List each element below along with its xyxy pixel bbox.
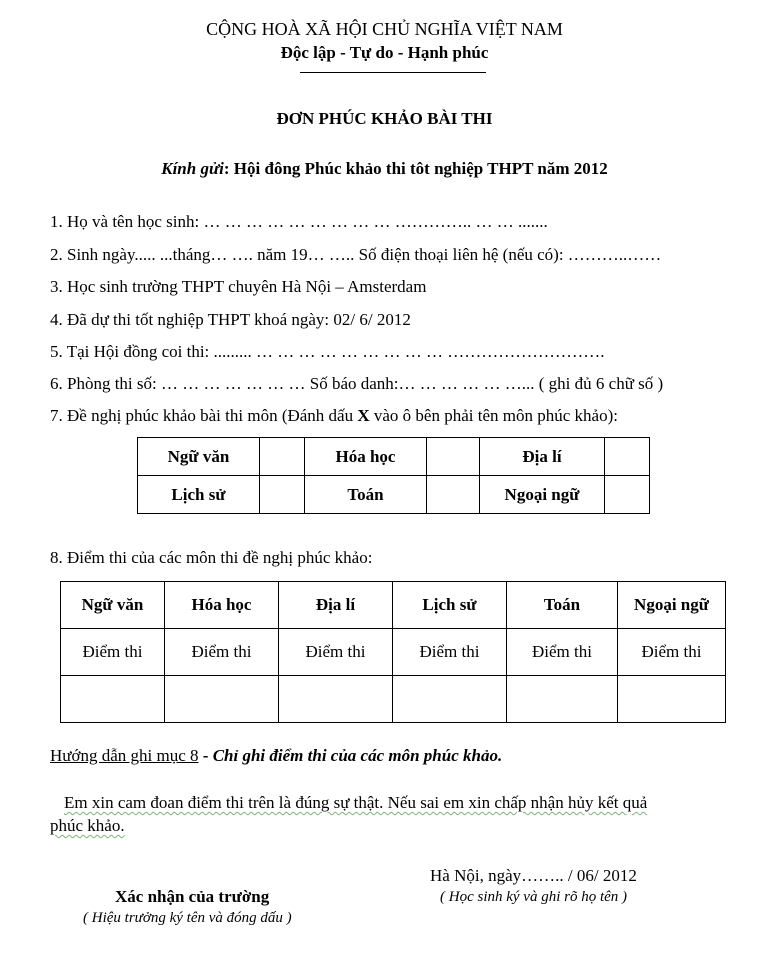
recipient-text: : Hội đông Phúc khảo thi tôt nghiệp THPT năm 2012 bbox=[223, 159, 608, 178]
score-header: Ngoại ngữ bbox=[618, 582, 726, 629]
form-title: ĐƠN PHÚC KHẢO BÀI THI bbox=[276, 109, 493, 128]
score-table bbox=[60, 581, 726, 723]
score-input-cell[interactable] bbox=[507, 676, 618, 723]
motto: Độc lập - Tự do - Hạnh phúc bbox=[280, 43, 489, 62]
school-confirmation: Xác nhận của trường bbox=[115, 887, 270, 906]
pledge-text-1: Em xin cam đoan điểm thi trên là đúng sự thật. Nếu sai em xin chấp nhận hủy kết quả bbox=[64, 793, 648, 812]
table-row bbox=[61, 582, 726, 629]
place-date[interactable]: Hà Nội, ngày…….. / 06/ 2012 bbox=[430, 866, 637, 885]
score-header: Địa lí bbox=[279, 582, 393, 629]
score-input-cell[interactable] bbox=[279, 676, 393, 723]
item7-suffix: vào ô bên phải tên môn phúc khảo): bbox=[369, 406, 618, 425]
field-birth-phone[interactable]: 2. Sinh ngày..... ...tháng… …. năm 19… ….. Số điện thoại liên hệ (nếu có): ………..…… bbox=[50, 245, 662, 264]
subject-label: Ngoại ngữ bbox=[480, 476, 605, 514]
subject-checkbox[interactable] bbox=[427, 476, 480, 514]
item8-heading: 8. Điểm thi của các môn thi đề nghị phúc khảo: bbox=[50, 548, 373, 567]
subject-checkbox[interactable] bbox=[427, 438, 480, 476]
item7-mark: X bbox=[357, 406, 370, 425]
subject-label: Lịch sử bbox=[138, 476, 260, 514]
pledge-line-2 bbox=[50, 816, 125, 836]
recipient-label: Kính gửi bbox=[161, 159, 224, 178]
subject-label: Toán bbox=[305, 476, 427, 514]
subject-label: Hóa học bbox=[305, 438, 427, 476]
score-subheader: Điểm thi bbox=[507, 629, 618, 676]
table-row bbox=[138, 438, 650, 476]
pledge-text-2: phúc khảo. bbox=[50, 816, 125, 835]
score-header: Hóa học bbox=[165, 582, 279, 629]
score-subheader: Điểm thi bbox=[165, 629, 279, 676]
field-exam-date: 4. Đã dự thi tốt nghiệp THPT khoá ngày: 02/ 6/ 2012 bbox=[50, 310, 411, 329]
field-full-name[interactable]: 1. Họ và tên học sinh: … … … … … … … … … ………….. … … ....... bbox=[50, 212, 548, 231]
subject-label: Địa lí bbox=[480, 438, 605, 476]
field-school: 3. Học sinh trường THPT chuyên Hà Nội – Amsterdam bbox=[50, 277, 427, 296]
guide-dash: - bbox=[198, 746, 213, 765]
score-subheader: Điểm thi bbox=[61, 629, 165, 676]
subject-label: Ngữ văn bbox=[138, 438, 260, 476]
score-subheader: Điểm thi bbox=[279, 629, 393, 676]
item7-prefix: 7. Đề nghị phúc khảo bài thi môn (Đánh dấu bbox=[50, 406, 358, 425]
subject-checkbox[interactable] bbox=[260, 476, 305, 514]
field-exam-council[interactable]: 5. Tại Hội đồng coi thi: ......... … … … … … … … … … ………………………. bbox=[50, 342, 605, 361]
nation-heading: CỘNG HOÀ XÃ HỘI CHỦ NGHĨA VIỆT NAM bbox=[206, 19, 563, 39]
score-header: Toán bbox=[507, 582, 618, 629]
score-subheader: Điểm thi bbox=[618, 629, 726, 676]
score-input-cell[interactable] bbox=[61, 676, 165, 723]
score-subheader: Điểm thi bbox=[393, 629, 507, 676]
subject-checkbox[interactable] bbox=[605, 476, 650, 514]
score-input-cell[interactable] bbox=[393, 676, 507, 723]
table-row bbox=[61, 629, 726, 676]
pledge-line-1 bbox=[64, 793, 647, 813]
item7-instruction bbox=[50, 406, 618, 426]
subject-selection-table bbox=[137, 437, 650, 514]
score-header: Ngữ văn bbox=[61, 582, 165, 629]
recipient-line bbox=[0, 159, 769, 179]
guide-line bbox=[50, 746, 502, 766]
student-signature-note: ( Học sinh ký và ghi rõ họ tên ) bbox=[440, 889, 628, 905]
subject-checkbox[interactable] bbox=[605, 438, 650, 476]
principal-signature-note: ( Hiệu trưởng ký tên và đóng dấu ) bbox=[83, 910, 292, 926]
score-input-cell[interactable] bbox=[165, 676, 279, 723]
guide-text: Chỉ ghi điểm thi của các môn phúc khảo. bbox=[212, 746, 503, 765]
guide-label: Hướng dẫn ghi mục 8 bbox=[50, 746, 199, 765]
score-input-cell[interactable] bbox=[618, 676, 726, 723]
motto-underline bbox=[300, 72, 486, 73]
table-row bbox=[138, 476, 650, 514]
subject-checkbox[interactable] bbox=[260, 438, 305, 476]
table-row bbox=[61, 676, 726, 723]
field-room-id[interactable]: 6. Phòng thi số: … … … … … … … Số báo danh:… … … … … …... ( ghi đủ 6 chữ số ) bbox=[50, 374, 664, 393]
score-header: Lịch sử bbox=[393, 582, 507, 629]
